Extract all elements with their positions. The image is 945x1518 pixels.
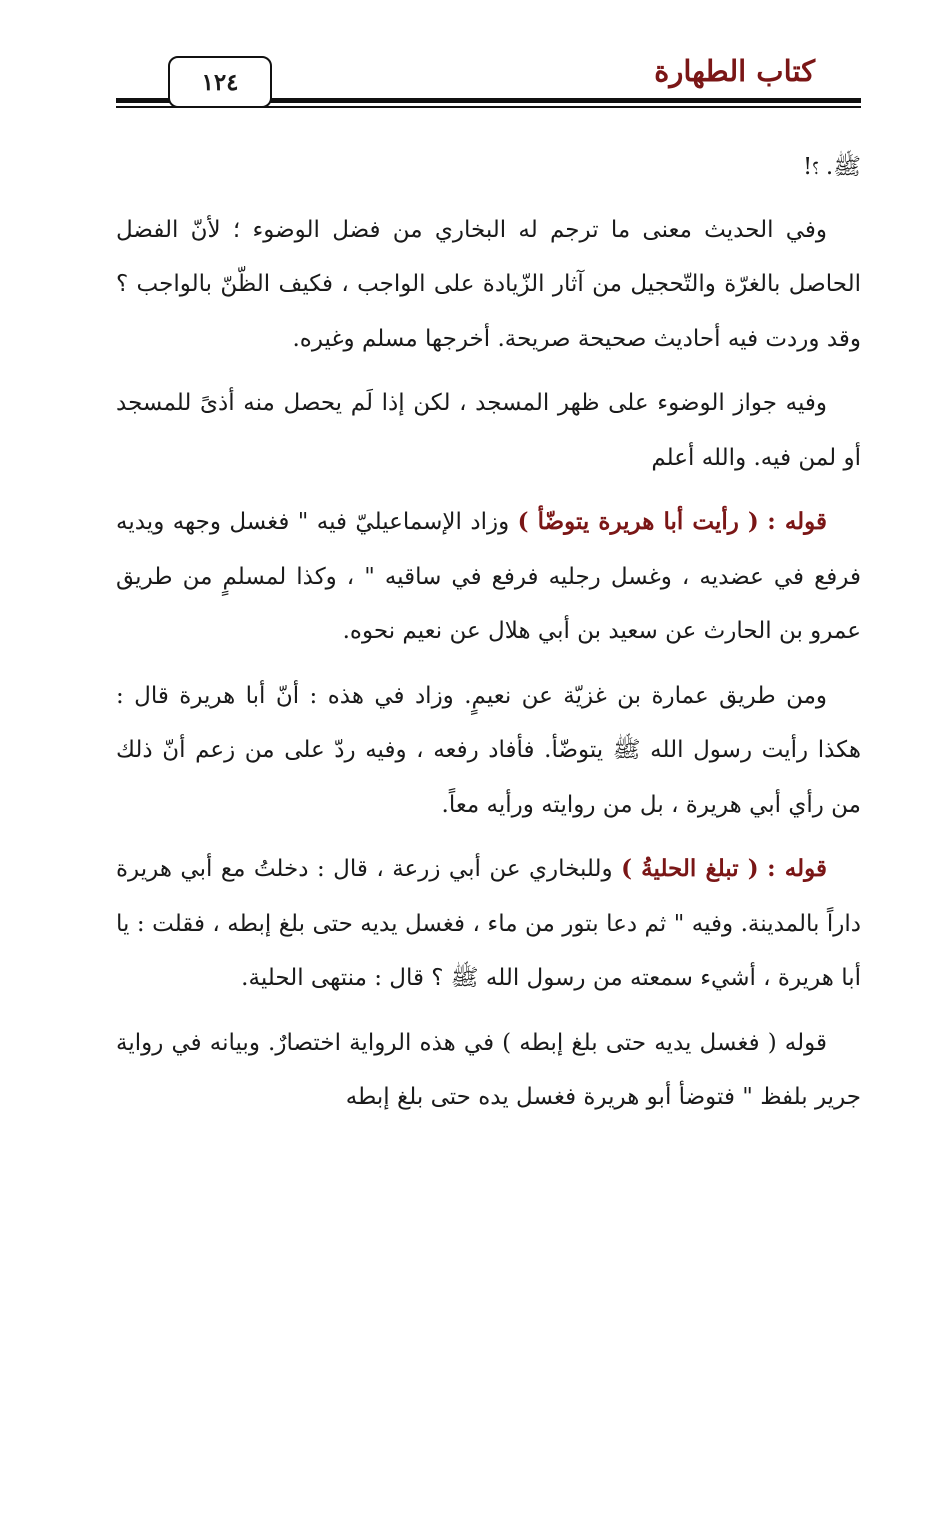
commentary-lead: قوله : (767, 508, 828, 535)
paragraph: وفيه جواز الوضوء على ظهر المسجد ، لكن إذا لَم يحصل منه أذىً للمسجد أو لمن فيه. والله أعلم (116, 390, 861, 471)
hadith-quote: ( تبلغ الحليةُ ) (621, 855, 759, 882)
paragraph-commentary (116, 495, 861, 659)
hadith-quote: ( رأيت أبا هريرة يتوضّأ ) (517, 508, 759, 535)
paragraph: ومن طريق عمارة بن غزيّة عن نعيمٍ. وزاد في هذه : أنّ أبا هريرة قال : هكذا رأيت رسول الله ﷺ يتوضّأ. فأفاد رفعه ، وفيه ردّ على من زعم أنّ ذلك من رأي أبي هريرة ، بل من روايته ورأيه معاً. (116, 682, 861, 818)
paragraph: قوله ( فغسل يديه حتى بلغ إبطه ) في هذه الرواية اختصارٌ. وبيانه في رواية جرير بلفظ " فتوضأ أبو هريرة فغسل يده حتى بلغ إبطه (116, 1029, 861, 1110)
page-number: ١٢٤ (168, 56, 272, 108)
commentary-lead: قوله : (767, 855, 828, 882)
page-header (116, 52, 861, 112)
commentary-text: وزاد الإسماعيليّ فيه " فغسل وجهه ويديه فرفع في عضديه ، وغسل رجليه فرفع في ساقيه " ، وكذا لمسلمٍ من طريق عمرو بن الحارث عن سعيد بن أبي هلال عن نعيم نحوه. (116, 509, 861, 644)
paragraph-continuation: ﷺ. ؟! (803, 154, 861, 180)
paragraph-commentary (116, 842, 861, 1006)
page-body (116, 140, 861, 1135)
commentary-text: وللبخاري عن أبي زرعة ، قال : دخلتُ مع أبي هريرة داراً بالمدينة. وفيه " ثم دعا بتور من ماء ، فغسل يديه حتى بلغ إبطه ، فقلت : يا أبا هريرة ، أشيء سمعته من رسول الله ﷺ ؟ قال : منتهى الحلية. (116, 856, 861, 991)
paragraph: وفي الحديث معنى ما ترجم له البخاري من فضل الوضوء ؛ لأنّ الفضل الحاصل بالغرّة والتّحجيل من آثار الزّيادة على الواجب ، فكيف الظّنّ بالواجب ؟ وقد وردت فيه أحاديث صحيحة صريحة. أخرجها مسلم وغيره. (116, 216, 861, 352)
book-title: كتاب الطهارة (654, 54, 815, 88)
